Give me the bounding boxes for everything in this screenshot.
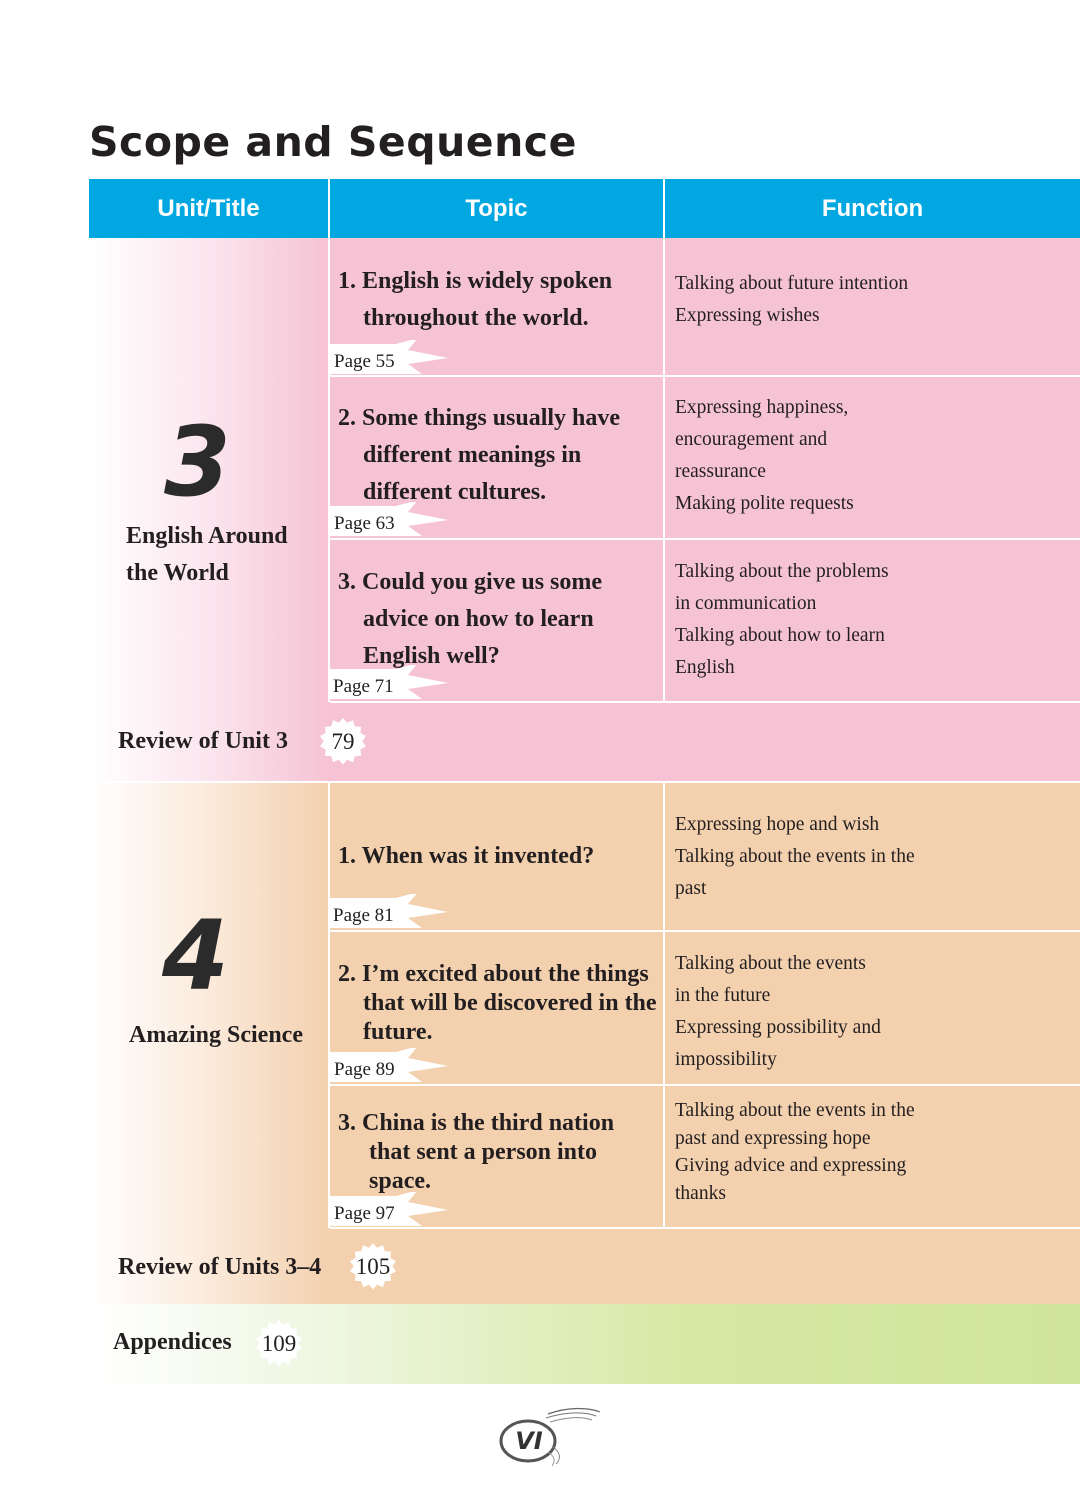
row-divider <box>330 701 1080 703</box>
appendices-label: Appendices <box>113 1329 232 1355</box>
unit-title: Amazing Science <box>129 1022 303 1048</box>
row-divider <box>330 930 1080 932</box>
header-function: Function <box>665 179 1080 238</box>
function-text: Talking about future intention Expressing wishes <box>675 273 909 326</box>
topic-item: 1. When was it invented? <box>338 843 595 869</box>
header-unit-title: Unit/Title <box>89 179 328 238</box>
page-label: Page 97 <box>334 1203 395 1224</box>
review-page-number: 105 <box>355 1254 391 1279</box>
page-label: Page 63 <box>334 513 395 534</box>
topic-item: 3. China is the third nation that sent a person into space. <box>338 1110 615 1194</box>
review-page-number: 79 <box>331 729 355 754</box>
row-divider <box>330 538 1080 540</box>
page-label: Page 55 <box>334 351 395 372</box>
appendices-page-number: 109 <box>261 1331 297 1356</box>
page-label: Page 71 <box>333 676 394 697</box>
page-badge <box>318 717 368 767</box>
page-number: VI <box>515 1427 543 1455</box>
topic-item: 2. Some things usually have different meanings in different cultures. <box>338 405 621 505</box>
function-text: Expressing happiness, encouragement and reassurance Making polite requests <box>675 397 854 514</box>
page-badge <box>348 1242 398 1292</box>
function-text: Talking about the events in the past and expressing hope Giving advice and expressing thanks <box>675 1100 915 1204</box>
column-divider <box>328 783 330 1228</box>
function-text: Talking about the problems in communication Talking about how to learn English <box>675 561 889 678</box>
topic-item: 1. English is widely spoken throughout the world. <box>338 268 613 331</box>
unit-number: 4 <box>162 900 229 1012</box>
column-divider <box>328 238 330 702</box>
page-badge <box>254 1319 304 1369</box>
topic-item: 2. I’m excited about the things that will be discovered in the future. <box>338 961 657 1045</box>
row-divider <box>330 1084 1080 1086</box>
unit-title: English Around the World <box>126 523 288 586</box>
unit-number: 3 <box>164 406 231 518</box>
appendices-band <box>89 1304 1080 1384</box>
row-divider <box>89 781 1080 783</box>
column-divider <box>663 238 665 702</box>
function-text: Talking about the events in the future Expressing possibility and impossibility <box>675 953 881 1070</box>
function-text: Expressing hope and wish Talking about the events in the past <box>675 814 915 899</box>
review-label: Review of Unit 3 <box>118 728 288 754</box>
page-title: Scope and Sequence <box>89 118 577 166</box>
topic-item: 3. Could you give us some advice on how to learn English well? <box>338 569 603 669</box>
page-label: Page 89 <box>334 1059 395 1080</box>
header-topic: Topic <box>330 179 663 238</box>
review-label: Review of Units 3–4 <box>118 1254 322 1280</box>
page-label: Page 81 <box>333 905 394 926</box>
column-divider <box>663 783 665 1228</box>
